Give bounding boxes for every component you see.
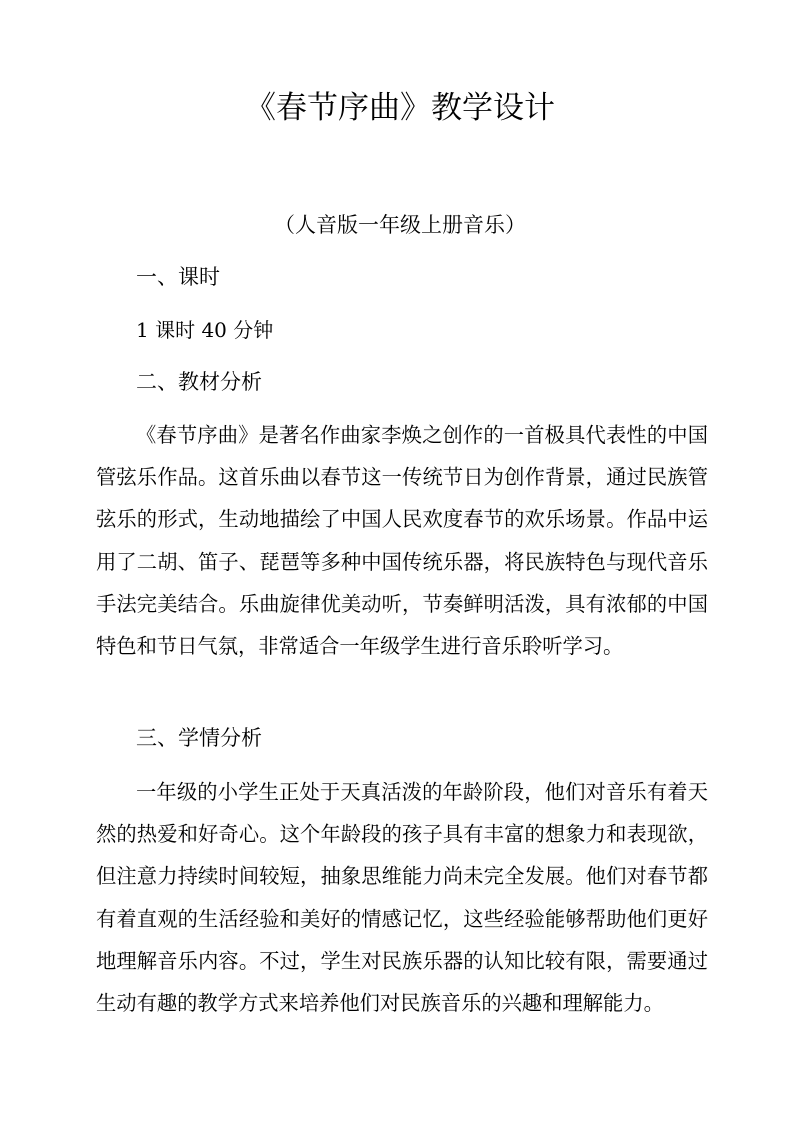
class-hours-text: 1 课时 40 分钟 <box>136 318 274 342</box>
student-analysis-paragraph: 一年级的小学生正处于天真活泼的年龄阶段，他们对音乐有着天然的热爱和好奇心。这个年龄段的孩子具有丰富的想象力和表现欲，但注意力持续时间较短，抽象思维能力尚未完全发展。他们对春节都有着直观的生活经验和美好的情感记忆，这些经验能够帮助他们更好地理解音乐内容。不过，学生对民族乐器的认知比较有限，需要通过生动有趣的教学方式来培养他们对民族音乐的兴趣和理解能力。 <box>96 780 708 1016</box>
document-subtitle: （人音版一年级上册音乐） <box>274 213 526 237</box>
section-heading-class-hours: 一、课时 <box>136 265 220 289</box>
section-heading-student-analysis: 三、学情分析 <box>136 726 262 750</box>
section-heading-material-analysis: 二、教材分析 <box>136 370 262 394</box>
document-title: 《春节序曲》教学设计 <box>245 90 555 126</box>
material-analysis-paragraph: 《春节序曲》是著名作曲家李焕之创作的一首极具代表性的中国管弦乐作品。这首乐曲以春节这一传统节日为创作背景，通过民族管弦乐的形式，生动地描绘了中国人民欢度春节的欢乐场景。作品中运用了二胡、笛子、琵琶等多种中国传统乐器，将民族特色与现代音乐手法完美结合。乐曲旋律优美动听，节奏鲜明活泼，具有浓郁的中国特色和节日气氛，非常适合一年级学生进行音乐聆听学习。 <box>96 423 708 659</box>
